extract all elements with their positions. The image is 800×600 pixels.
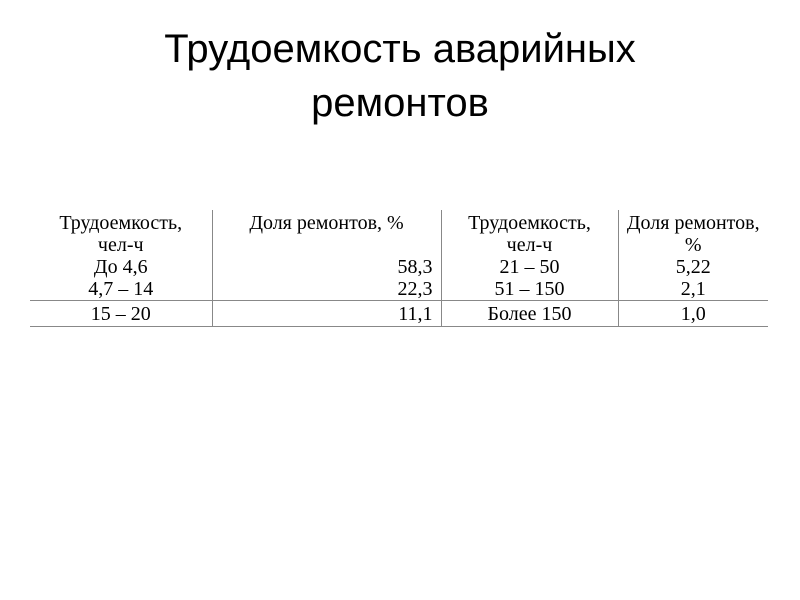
table-cell: 2,1 bbox=[618, 278, 768, 301]
title-line-1: Трудоемкость аварийных bbox=[164, 27, 636, 71]
table-cell: 21 – 50 bbox=[441, 256, 618, 278]
table-cell: 15 – 20 bbox=[30, 301, 212, 327]
data-table bbox=[30, 210, 768, 327]
header-cell-labor-2: Трудоемкость, чел-ч bbox=[441, 210, 618, 256]
header-cell-share-1: Доля ремонтов, % bbox=[212, 210, 441, 256]
table-cell: Более 150 bbox=[441, 301, 618, 327]
table-cell: 1,0 bbox=[618, 301, 768, 327]
repair-labor-table bbox=[30, 210, 768, 327]
table-cell: 22,3 bbox=[212, 278, 441, 301]
table-cell: 5,22 bbox=[618, 256, 768, 278]
table-cell: До 4,6 bbox=[93, 256, 148, 278]
table-cell: 51 – 150 bbox=[441, 278, 618, 301]
header-cell-labor-1: Трудоемкость, чел-ч bbox=[59, 212, 183, 256]
table-row bbox=[30, 301, 768, 327]
table-header-row bbox=[30, 210, 768, 256]
title-line-2: ремонтов bbox=[311, 81, 489, 125]
table-row bbox=[30, 256, 768, 278]
slide-title bbox=[0, 22, 800, 130]
table-row bbox=[30, 278, 768, 301]
header-cell-share-2: Доля ремонтов, % bbox=[618, 210, 768, 256]
table-cell: 58,3 bbox=[212, 256, 441, 278]
table-cell: 11,1 bbox=[212, 301, 441, 327]
table-cell: 4,7 – 14 bbox=[88, 278, 154, 300]
